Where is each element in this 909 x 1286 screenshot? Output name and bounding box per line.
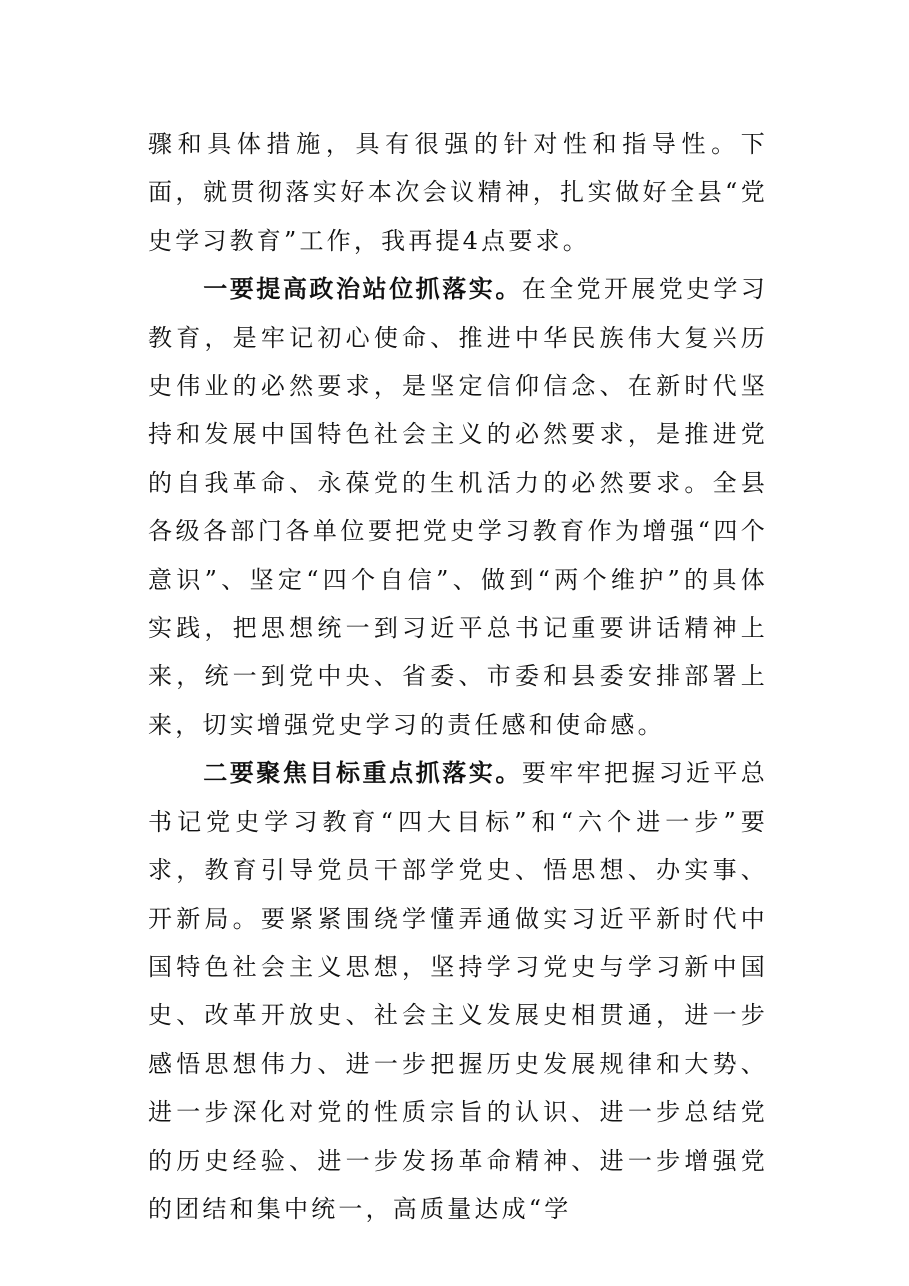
paragraph-heading: 二要聚焦目标重点抓落实。 xyxy=(203,759,522,788)
paragraph-continuation xyxy=(148,120,768,265)
paragraph-body-text: 在全党开展党史学习教育，是牢记初心使命、推进中华民族伟大复兴历史伟业的必然要求，是坚定信仰信念、在新时代坚持和发展中国特色社会主义的必然要求，是推进党的自我革命、永葆党的生机活力的必然要求。全县各级各部门各单位要把党史学习教育作为增强“四个意识”、坚定“四个自信”、做到“两个维护”的具体实践，把思想统一到习近平总书记重要讲话精神上来，统一到党中央、省委、市委和县委安排部署上来，切实增强党史学习的责任感和使命感。 xyxy=(148,275,768,739)
paragraph-body-text: 要牢牢把握习近平总书记党史学习教育“四大目标”和“六个进一步”要求，教育引导党员干部学党史、悟思想、办实事、开新局。要紧紧围绕学懂弄通做实习近平新时代中国特色社会主义思想，坚持学习党史与学习新中国史、改革开放史、社会主义发展史相贯通，进一步感悟思想伟力、进一步把握历史发展规律和大势、进一步深化对党的性质宗旨的认识、进一步总结党的历史经验、进一步发扬革命精神、进一步增强党的团结和集中统一，高质量达成“学 xyxy=(148,759,768,1223)
document-body xyxy=(148,120,768,1233)
paragraph-heading: 一要提高政治站位抓落实。 xyxy=(203,275,522,304)
paragraph-requirement-1 xyxy=(148,265,768,749)
paragraph-requirement-2 xyxy=(148,749,768,1233)
paragraph-body-text: 骤和具体措施，具有很强的针对性和指导性。下面，就贯彻落实好本次会议精神，扎实做好全县“党史学习教育”工作，我再提4点要求。 xyxy=(148,130,768,255)
